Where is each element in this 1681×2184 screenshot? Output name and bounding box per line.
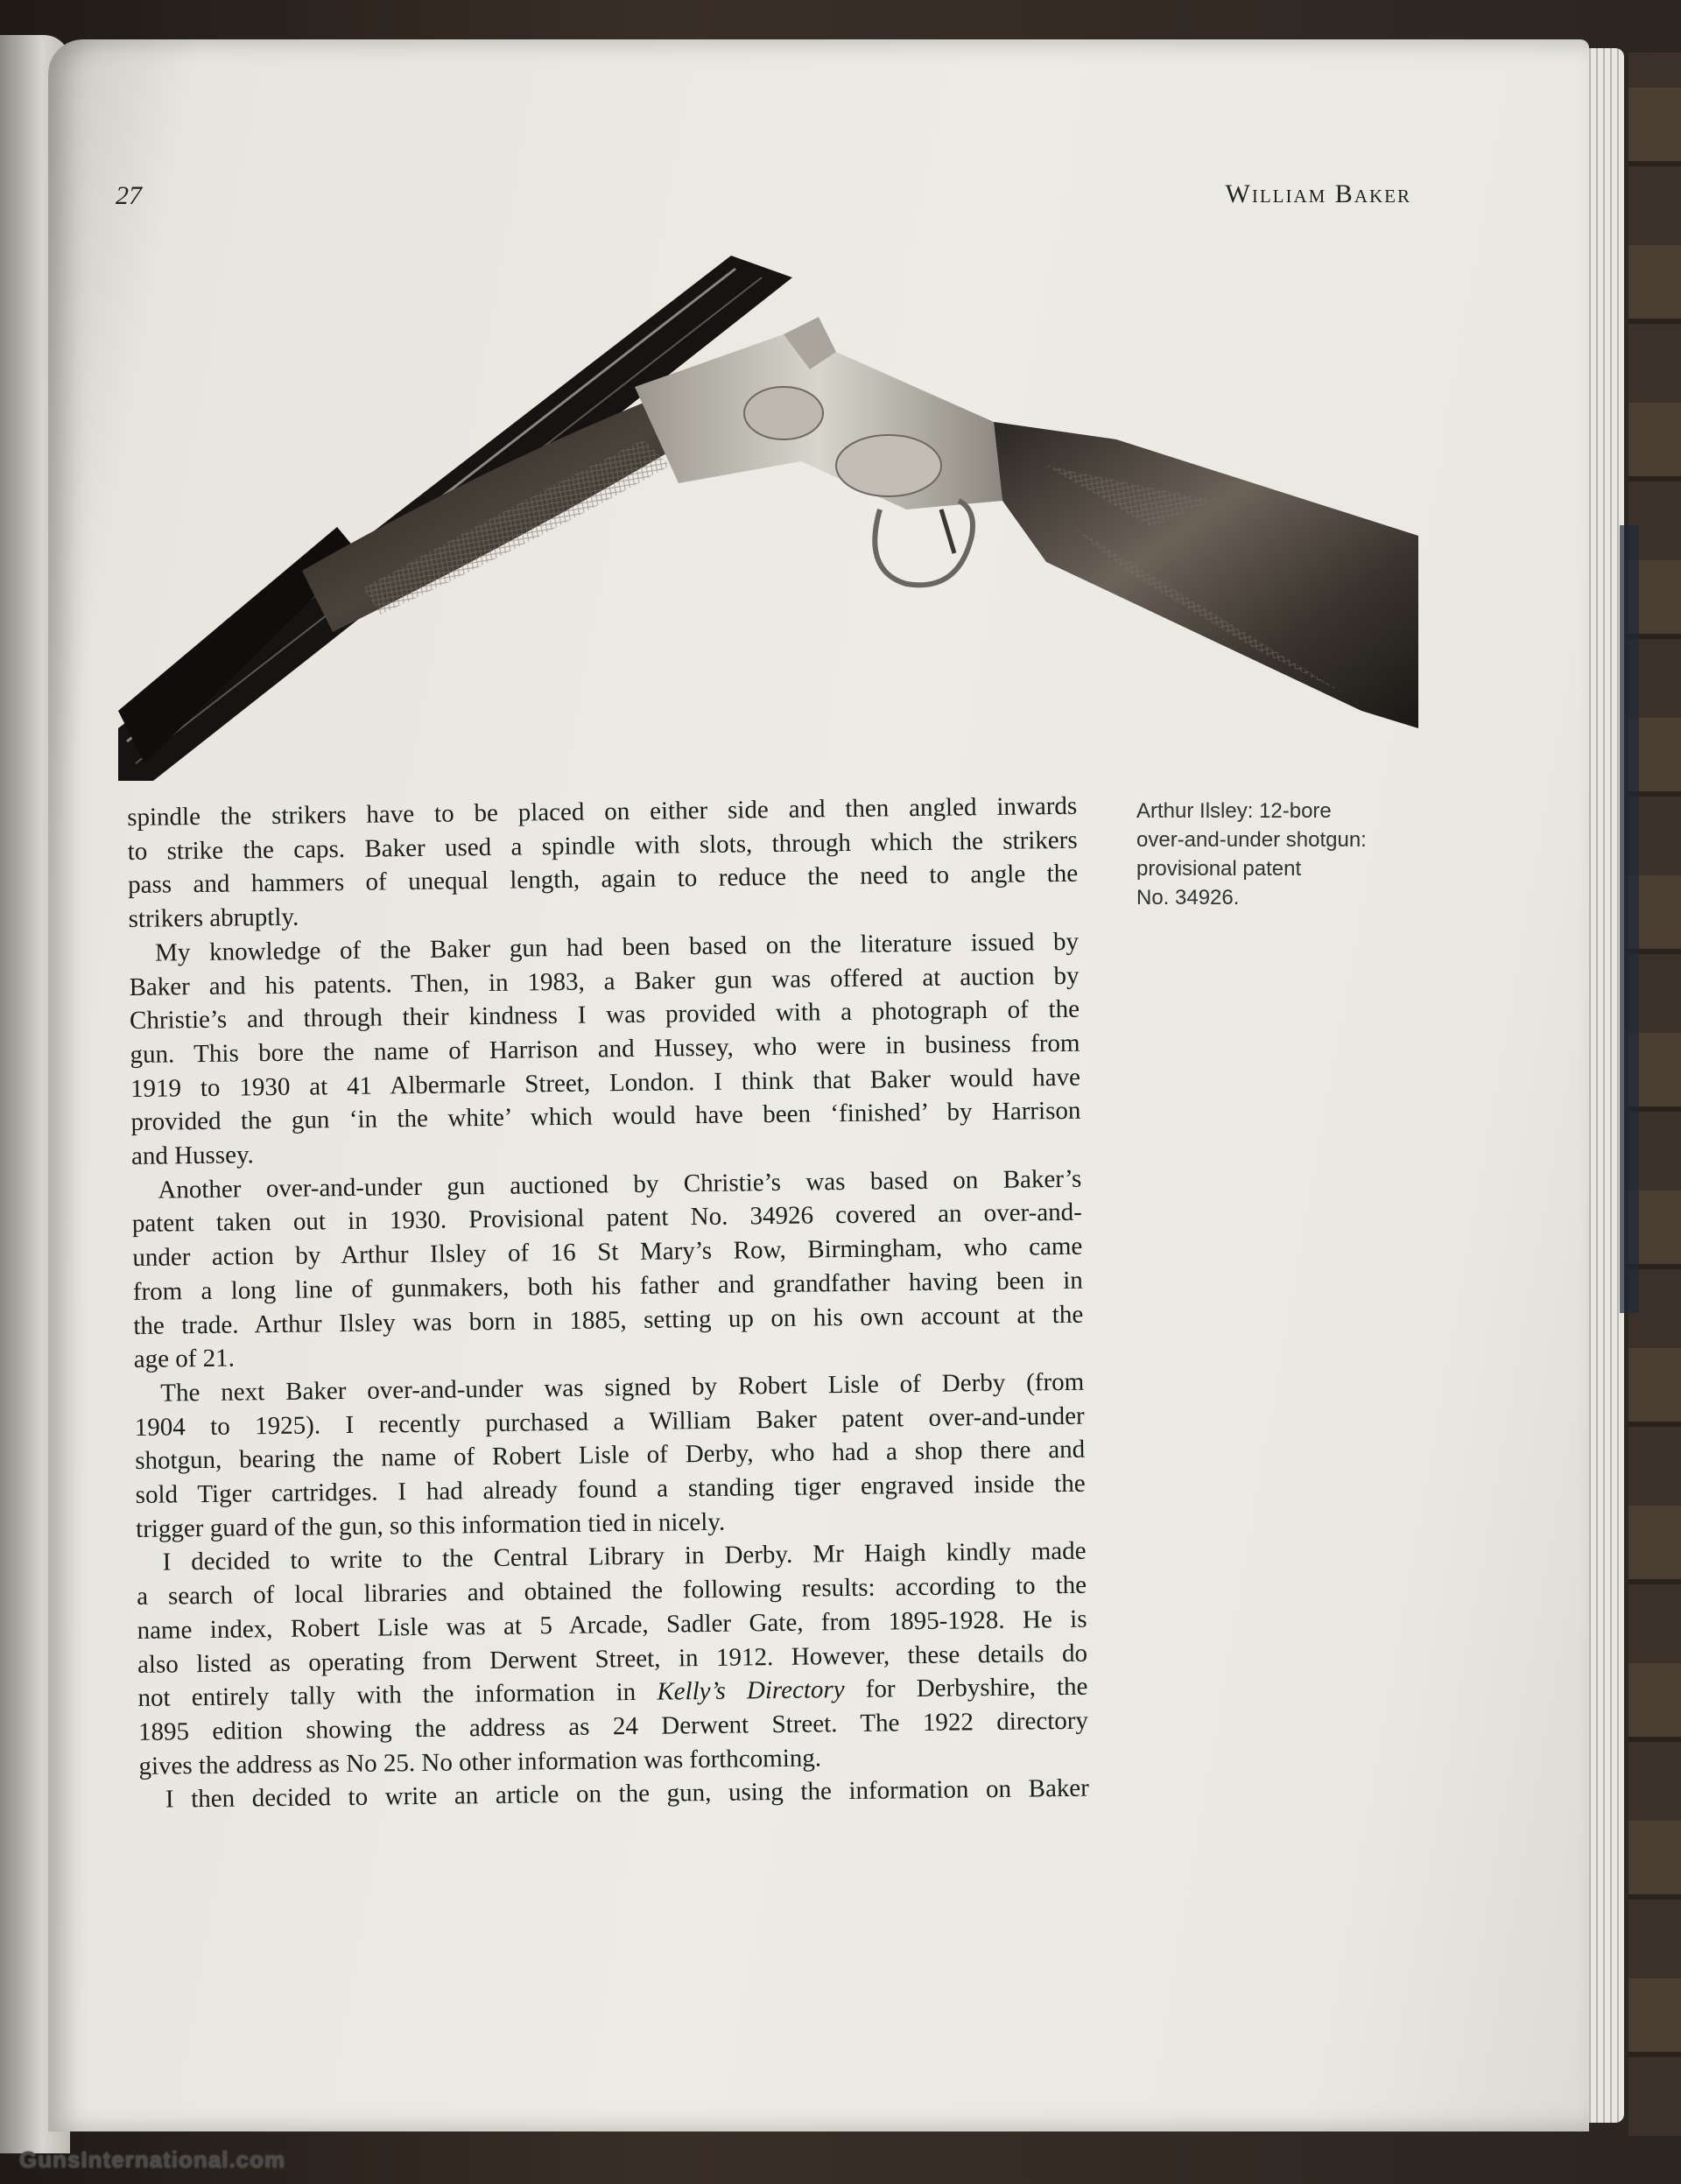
- text-line: Baker and his patents. Then, in 1983, a Baker gun was offered at auction by: [129, 961, 1080, 1001]
- body-text: [127, 790, 1089, 1817]
- text-line: also listed as operating from Derwent Street, in 1912. However, these details do: [137, 1639, 1088, 1679]
- text-line: sold Tiger cartridges. I had already found a standing tiger engraved inside the: [135, 1469, 1086, 1510]
- figure-caption: [1136, 797, 1425, 912]
- text-line: patent taken out in 1930. Provisional patent No. 34926 covered an over-and-: [131, 1198, 1083, 1239]
- page-number: 27: [116, 181, 142, 210]
- text-line: gives the address as No 25. No other information was forthcoming.: [138, 1744, 822, 1780]
- text-line: under action by Arthur Ilsley of 16 St Mary’s Row, Birmingham, who came: [132, 1232, 1083, 1273]
- caption-line: provisional patent: [1136, 857, 1302, 881]
- text-line: My knowledge of the Baker gun had been based on the literature issued by: [154, 927, 1080, 967]
- text-line: spindle the strikers have to be placed on either side and then angled inwards: [127, 791, 1078, 832]
- text-line: I decided to write to the Central Library in Derby. Mr Haigh kindly made: [162, 1537, 1087, 1577]
- text-line: gun. This bore the name of Harrison and Hussey, who were in business from: [130, 1029, 1080, 1069]
- trigger-guard: [875, 501, 973, 585]
- text-line: to strike the caps. Baker used a spindle with slots, through which the strikers: [127, 825, 1078, 866]
- text-line: Christie’s and through their kindness I was provided with a photograph of the: [129, 994, 1080, 1036]
- caption-line: No. 34926.: [1136, 886, 1240, 909]
- text-line: age of 21.: [133, 1344, 236, 1374]
- text-line: name index, Robert Lisle was at 5 Arcade, Sadler Gate, from 1895-1928. He is: [137, 1605, 1087, 1645]
- text-line: Another over-and-under gun auctioned by Christie’s was based on Baker’s: [158, 1164, 1082, 1204]
- stock: [994, 422, 1418, 728]
- watermark: GunsInternational.com: [19, 2146, 286, 2173]
- text-line: trigger guard of the gun, so this information tied in nicely.: [135, 1507, 726, 1543]
- text-line: 1895 edition showing the address as 24 Derwent Street. The 1922 directory: [137, 1706, 1089, 1746]
- text-line: provided the gun ‘in the white’ which would have been ‘finished’ by Harrison: [130, 1097, 1081, 1137]
- caption-line: over-and-under shotgun:: [1136, 828, 1367, 852]
- running-head: [116, 179, 1411, 223]
- text-line: not entirely tally with the information in Kelly’s Directory for Derbyshire, the: [137, 1672, 1088, 1713]
- caption-line: Arthur Ilsley: 12-bore: [1136, 799, 1332, 823]
- text-line: shotgun, bearing the name of Robert Lisle of Derby, who had a shop there and: [135, 1436, 1086, 1476]
- shotgun-photo: [118, 238, 1418, 781]
- text-line: The next Baker over-and-under was signed by Robert Lisle of Derby (from: [160, 1367, 1085, 1408]
- forend: [302, 396, 705, 632]
- text-line: pass and hammers of unequal length, again to reduce the need to angle the: [127, 860, 1079, 900]
- text-line: I then decided to write an article on the gun, using the information on Baker: [165, 1774, 1090, 1814]
- text-line: from a long line of gunmakers, both his father and grandfather having been in: [132, 1266, 1083, 1306]
- text-line: 1904 to 1925). I recently purchased a William Baker patent over-and-under: [134, 1401, 1085, 1442]
- text-line: 1919 to 1930 at 41 Albermarle Street, London. I think that Baker would have: [130, 1063, 1081, 1103]
- chapter-title: William Baker: [1225, 179, 1411, 208]
- book-cover-edge: [1620, 525, 1639, 1313]
- text-line: a search of local libraries and obtained the following results: according to the: [136, 1570, 1087, 1612]
- text-line: the trade. Arthur Ilsley was born in 1885, setting up on his own account at the: [133, 1300, 1084, 1340]
- text-line: strikers abruptly.: [128, 902, 299, 934]
- text-line: and Hussey.: [130, 1141, 255, 1170]
